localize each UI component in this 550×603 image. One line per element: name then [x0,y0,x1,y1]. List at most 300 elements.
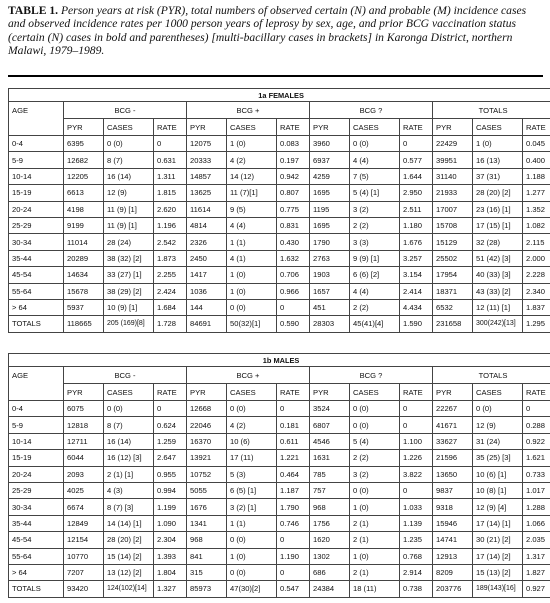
table-cell: 5055 [187,482,227,498]
table-cell: 4 (4) [350,283,400,299]
table-cell: 2.511 [400,201,433,217]
table-cell: 0 (0) [350,136,400,152]
table-cell: 10 (8) [1] [473,482,523,498]
table-cell: 2 (1) [350,532,400,548]
table-cell: 0 (0) [227,532,277,548]
column-header: RATE [400,384,433,401]
table-cell: 968 [187,532,227,548]
table-cell: 13650 [433,466,473,482]
table-cell: 30 (21) [2] [473,532,523,548]
column-header: CASES [473,384,523,401]
column-header: CASES [227,119,277,136]
table-cell: 2.340 [523,283,550,299]
table-row [9,532,550,548]
table-cell: 28 (24) [104,234,154,250]
table-cell: 5 (4) [1] [350,185,400,201]
table-cell: 3524 [310,401,350,417]
table-cell: 1.352 [523,201,550,217]
table-cell: 9 (9) [1] [350,250,400,266]
table-cell: 1790 [310,234,350,250]
age-group-cell: 25-29 [9,217,64,233]
table-cell: 10 (6) [1] [473,466,523,482]
table-cell: 2 (2) [350,299,400,315]
table-cell: 3 (2) [350,201,400,217]
table-cell: 2.304 [154,532,187,548]
column-header: PYR [64,384,104,401]
table-cell: 2.620 [154,201,187,217]
table-cell: 4 (4) [350,152,400,168]
table-cell: 6 (5) [1] [227,482,277,498]
table-cell: 0.400 [523,152,550,168]
table-cell: 0 (0) [104,136,154,152]
table-cell: 4 (3) [104,482,154,498]
age-group-cell: 30-34 [9,234,64,250]
table-cell: 12668 [187,401,227,417]
table-cell: 11 (9) [1] [104,201,154,217]
table-cell: 757 [310,482,350,498]
table-cell: 8 (7) [104,417,154,433]
table-cell: 2.414 [400,283,433,299]
table-cell: 38 (29) [2] [104,283,154,299]
table-cell: 2 (1) [350,515,400,531]
table-cell: 10752 [187,466,227,482]
table-cell: 0.083 [277,136,310,152]
table-cell: 1.644 [400,168,433,184]
table-cell: 14634 [64,267,104,283]
table-cell: 2.424 [154,283,187,299]
table-cell: 1 (0) [350,548,400,564]
table-cell: 0.994 [154,482,187,498]
table-cell: 124(102)[14] [104,581,154,597]
table-cell: 8 (7) [3] [104,499,154,515]
column-header: PYR [310,119,350,136]
table-cell: 6674 [64,499,104,515]
table-cell: 2.950 [400,185,433,201]
table-cell: 85973 [187,581,227,597]
table-cell: 41671 [433,417,473,433]
table-cell: 1.815 [154,185,187,201]
table-row [9,564,550,580]
age-header: AGE [9,102,64,136]
group-header-bcg-unknown: BCG ? [310,102,433,119]
column-header: CASES [104,384,154,401]
table-cell: 0.942 [277,168,310,184]
table-cell: 0.706 [277,267,310,283]
table-cell: 47(30)[2] [227,581,277,597]
column-header: CASES [104,119,154,136]
table-cell: 4025 [64,482,104,498]
table-cell: 1.066 [523,515,550,531]
table-cell: 3960 [310,136,350,152]
age-group-cell: 25-29 [9,482,64,498]
table-cell: 2763 [310,250,350,266]
table-cell: 2450 [187,250,227,266]
table-cell: 1.017 [523,482,550,498]
table-cell: 1195 [310,201,350,217]
column-header: RATE [277,384,310,401]
table-cell: 37 (31) [473,168,523,184]
table-cell: 12 (9) [4] [473,499,523,515]
table-cell: 17 (15) [1] [473,217,523,233]
table-cell: 0.464 [277,466,310,482]
table-cell: 1.393 [154,548,187,564]
table-cell: 12 (11) [1] [473,299,523,315]
table-cell: 16 (12) [3] [104,450,154,466]
table-cell: 16 (13) [473,152,523,168]
table-cell: 1695 [310,185,350,201]
table-cell: 6807 [310,417,350,433]
table-cell: 2.542 [154,234,187,250]
table-cell: 2.115 [523,234,550,250]
table-cell: 0 (0) [104,401,154,417]
age-group-cell: 0-4 [9,401,64,417]
table-cell: 0.631 [154,152,187,168]
table-cell: 1695 [310,217,350,233]
table-cell: 0.807 [277,185,310,201]
table-cell: 31140 [433,168,473,184]
table-cell: 2 (2) [350,450,400,466]
table-cell: 9837 [433,482,473,498]
caption-label: TABLE 1. [8,4,59,17]
age-group-cell: 45-54 [9,267,64,283]
table-cell: 11014 [64,234,104,250]
table-cell: 4546 [310,433,350,449]
table-cell: 11614 [187,201,227,217]
age-group-cell: 0-4 [9,136,64,152]
table-cell: 1.090 [154,515,187,531]
table-row [9,136,550,152]
table-cell: 1.100 [400,433,433,449]
table-cell: 51 (42) [3] [473,250,523,266]
table-cell: 841 [187,548,227,564]
table-cell: 1.621 [523,450,550,466]
table-row [9,548,550,564]
table-cell: 785 [310,466,350,482]
table-cell: 7207 [64,564,104,580]
table-cell: 9318 [433,499,473,515]
table-cell: 6075 [64,401,104,417]
table-cell: 0.927 [523,581,550,597]
group-header-bcg-neg: BCG - [64,367,187,384]
table-cell: 2326 [187,234,227,250]
table-cell: 13 (12) [2] [104,564,154,580]
table-row [9,482,550,498]
table-cell: 10 (6) [227,433,277,449]
table-cell: 16370 [187,433,227,449]
table-cell: 1.590 [400,316,433,332]
age-header: AGE [9,367,64,401]
males-table [8,353,550,598]
table-cell: 0.966 [277,283,310,299]
table-cell: 4198 [64,201,104,217]
table-cell: 0 (0) [350,482,400,498]
table-cell: 0 (0) [227,299,277,315]
age-group-cell: 5-9 [9,152,64,168]
age-group-cell: 30-34 [9,499,64,515]
group-header-bcg-neg: BCG - [64,102,187,119]
caption-rule [8,75,543,77]
table-cell: 12711 [64,433,104,449]
column-header: PYR [187,119,227,136]
table-row [9,168,550,184]
table-cell: 2.035 [523,532,550,548]
column-header: PYR [64,119,104,136]
table-cell: 1 (0) [227,283,277,299]
table-cell: 1.327 [154,581,187,597]
table-cell: 39951 [433,152,473,168]
table-cell: 11 (7)[1] [227,185,277,201]
table-cell: 118665 [64,316,104,332]
table-cell: 15 (14) [2] [104,548,154,564]
table-cell: 33627 [433,433,473,449]
table-cell: 1.288 [523,499,550,515]
table-cell: 21596 [433,450,473,466]
table-cell: 1.827 [523,564,550,580]
age-group-cell: 45-54 [9,532,64,548]
females-table [8,88,550,333]
table-cell: 11 (9) [1] [104,217,154,233]
table-cell: 15129 [433,234,473,250]
group-header-bcg-pos: BCG + [187,367,310,384]
group-header-bcg-unknown: BCG ? [310,367,433,384]
table-cell: 1.311 [154,168,187,184]
table-row [9,152,550,168]
table-cell: 24384 [310,581,350,597]
table-cell: 12075 [187,136,227,152]
table-cell: 12154 [64,532,104,548]
table-cell: 1.196 [154,217,187,233]
table-cell: 1 (0) [227,267,277,283]
table-cell: 8 (7) [104,152,154,168]
age-group-cell: 35-44 [9,515,64,531]
table-cell: 38 (32) [2] [104,250,154,266]
table-cell: 144 [187,299,227,315]
table-cell: 0.624 [154,417,187,433]
table-cell: 28 (20) [2] [104,532,154,548]
table-cell: 2.914 [400,564,433,580]
table-row [9,417,550,433]
table-caption [8,4,542,58]
table-cell: 1903 [310,267,350,283]
age-group-cell: 10-14 [9,433,64,449]
table-cell: 15708 [433,217,473,233]
table-cell: 2093 [64,466,104,482]
table-cell: 203776 [433,581,473,597]
table-cell: 0.922 [523,433,550,449]
table-cell: 20289 [64,250,104,266]
table-cell: 1 (0) [473,136,523,152]
table-cell: 6613 [64,185,104,201]
table-cell: 0 (0) [350,417,400,433]
age-group-cell: 10-14 [9,168,64,184]
table-cell: 300(242)[13] [473,316,523,332]
table-cell: 20333 [187,152,227,168]
table-cell: 4 (4) [227,217,277,233]
column-header: PYR [187,384,227,401]
table-cell: 1 (0) [227,136,277,152]
table-cell: 12682 [64,152,104,168]
group-header-totals: TOTALS [433,367,550,384]
table-cell: 1.837 [523,299,550,315]
table-cell: 23 (16) [1] [473,201,523,217]
table-cell: 2.255 [154,267,187,283]
age-group-cell: 55-64 [9,548,64,564]
table-cell: 1 (1) [227,234,277,250]
table-cell: 1.235 [400,532,433,548]
age-group-cell: 35-44 [9,250,64,266]
table-row [9,433,550,449]
table-cell: 0 [154,136,187,152]
table-cell: 1.804 [154,564,187,580]
table-cell: 4 (2) [227,152,277,168]
caption-text: Person years at risk (PYR), total numbers of observed certain (N) and probable (M) incidence cases and observed incidence rates per 1000 person years of leprosy by sex, age, and prior BCG vaccination status (certain (N) cases in bold and parentheses) [multi-bacillary cases in brackets] in Karonga District, northern Malawi, 1979–1989. [8,4,527,58]
table-row [9,316,550,332]
table-cell: 3 (3) [350,234,400,250]
table-cell: 13625 [187,185,227,201]
table-cell: 93420 [64,581,104,597]
table-row [9,267,550,283]
table-cell: 0.590 [277,316,310,332]
table-cell: 0.288 [523,417,550,433]
table-cell: 15 (13) [2] [473,564,523,580]
table-cell: 4259 [310,168,350,184]
table-cell: 18 (11) [350,581,400,597]
table-cell: 31 (24) [473,433,523,449]
column-header: PYR [310,384,350,401]
column-header: RATE [400,119,433,136]
table-cell: 1.873 [154,250,187,266]
table-cell: 0.577 [400,152,433,168]
age-group-cell: 15-19 [9,185,64,201]
table-cell: 1.295 [523,316,550,332]
table-cell: 0.547 [277,581,310,597]
table-row [9,401,550,417]
table-cell: 50(32)[1] [227,316,277,332]
table-cell: 1631 [310,450,350,466]
table-cell: 2 (1) [1] [104,466,154,482]
table-cell: 4 (2) [227,417,277,433]
table-cell: 2 (2) [350,217,400,233]
table-cell: 0 (0) [227,401,277,417]
table-cell: 14 (14) [1] [104,515,154,531]
age-group-cell: 5-9 [9,417,64,433]
table-row [9,185,550,201]
table-cell: 22267 [433,401,473,417]
table-cell: 1.187 [277,482,310,498]
table-row [9,201,550,217]
table-cell: 231658 [433,316,473,332]
table-cell: 0 [400,136,433,152]
table-cell: 84691 [187,316,227,332]
age-group-cell: 20-24 [9,466,64,482]
table-cell: 1.221 [277,450,310,466]
table-cell: 0 [277,299,310,315]
table-cell: 10 (9) [1] [104,299,154,315]
table-cell: 22046 [187,417,227,433]
age-group-cell: 20-24 [9,201,64,217]
table-cell: 0.738 [400,581,433,597]
table-cell: 1.259 [154,433,187,449]
table-cell: 1.188 [523,168,550,184]
table-cell: 1.728 [154,316,187,332]
females-title: 1a FEMALES [9,89,550,102]
table-cell: 5 (3) [227,466,277,482]
table-cell: 0.746 [277,515,310,531]
column-header: CASES [473,119,523,136]
group-header-bcg-pos: BCG + [187,102,310,119]
table-cell: 0.955 [154,466,187,482]
column-header: CASES [350,119,400,136]
table-cell: 1.139 [400,515,433,531]
table-cell: 12818 [64,417,104,433]
table-cell: 18371 [433,283,473,299]
table-cell: 4.434 [400,299,433,315]
column-header: RATE [523,384,550,401]
table-cell: 35 (25) [3] [473,450,523,466]
table-cell: 1.199 [154,499,187,515]
age-group-cell: TOTALS [9,581,64,597]
table-cell: 25502 [433,250,473,266]
table-cell: 12849 [64,515,104,531]
table-cell: 17 (14) [2] [473,548,523,564]
table-cell: 12 (9) [473,417,523,433]
column-header: RATE [523,119,550,136]
table-cell: 1.277 [523,185,550,201]
table-cell: 33 (27) [1] [104,267,154,283]
table-cell: 6937 [310,152,350,168]
column-header: RATE [154,384,187,401]
table-cell: 0 [400,417,433,433]
table-cell: 16 (14) [104,168,154,184]
table-cell: 1676 [187,499,227,515]
table-cell: 315 [187,564,227,580]
table-cell: 1.033 [400,499,433,515]
column-header: RATE [154,119,187,136]
group-header-totals: TOTALS [433,102,550,119]
table-cell: 15678 [64,283,104,299]
table-cell: 1036 [187,283,227,299]
table-cell: 3.822 [400,466,433,482]
column-header: PYR [433,384,473,401]
table-cell: 4 (1) [227,250,277,266]
age-group-cell: 15-19 [9,450,64,466]
table-cell: 968 [310,499,350,515]
table-cell: 1.180 [400,217,433,233]
table-cell: 0.775 [277,201,310,217]
table-cell: 28303 [310,316,350,332]
table-cell: 15946 [433,515,473,531]
table-cell: 14741 [433,532,473,548]
table-cell: 6395 [64,136,104,152]
table-cell: 16 (14) [104,433,154,449]
table-cell: 0.181 [277,417,310,433]
table-cell: 1.082 [523,217,550,233]
table-cell: 0.611 [277,433,310,449]
table-row [9,250,550,266]
table-cell: 7 (5) [350,168,400,184]
table-cell: 1.790 [277,499,310,515]
table-cell: 1 (0) [227,548,277,564]
age-group-cell: TOTALS [9,316,64,332]
table-cell: 17 (14) [1] [473,515,523,531]
table-cell: 9 (5) [227,201,277,217]
table-cell: 1 (1) [227,515,277,531]
table-cell: 0.045 [523,136,550,152]
table-cell: 189(143)[16] [473,581,523,597]
table-cell: 1.317 [523,548,550,564]
column-header: CASES [350,384,400,401]
table-cell: 1 (0) [350,499,400,515]
